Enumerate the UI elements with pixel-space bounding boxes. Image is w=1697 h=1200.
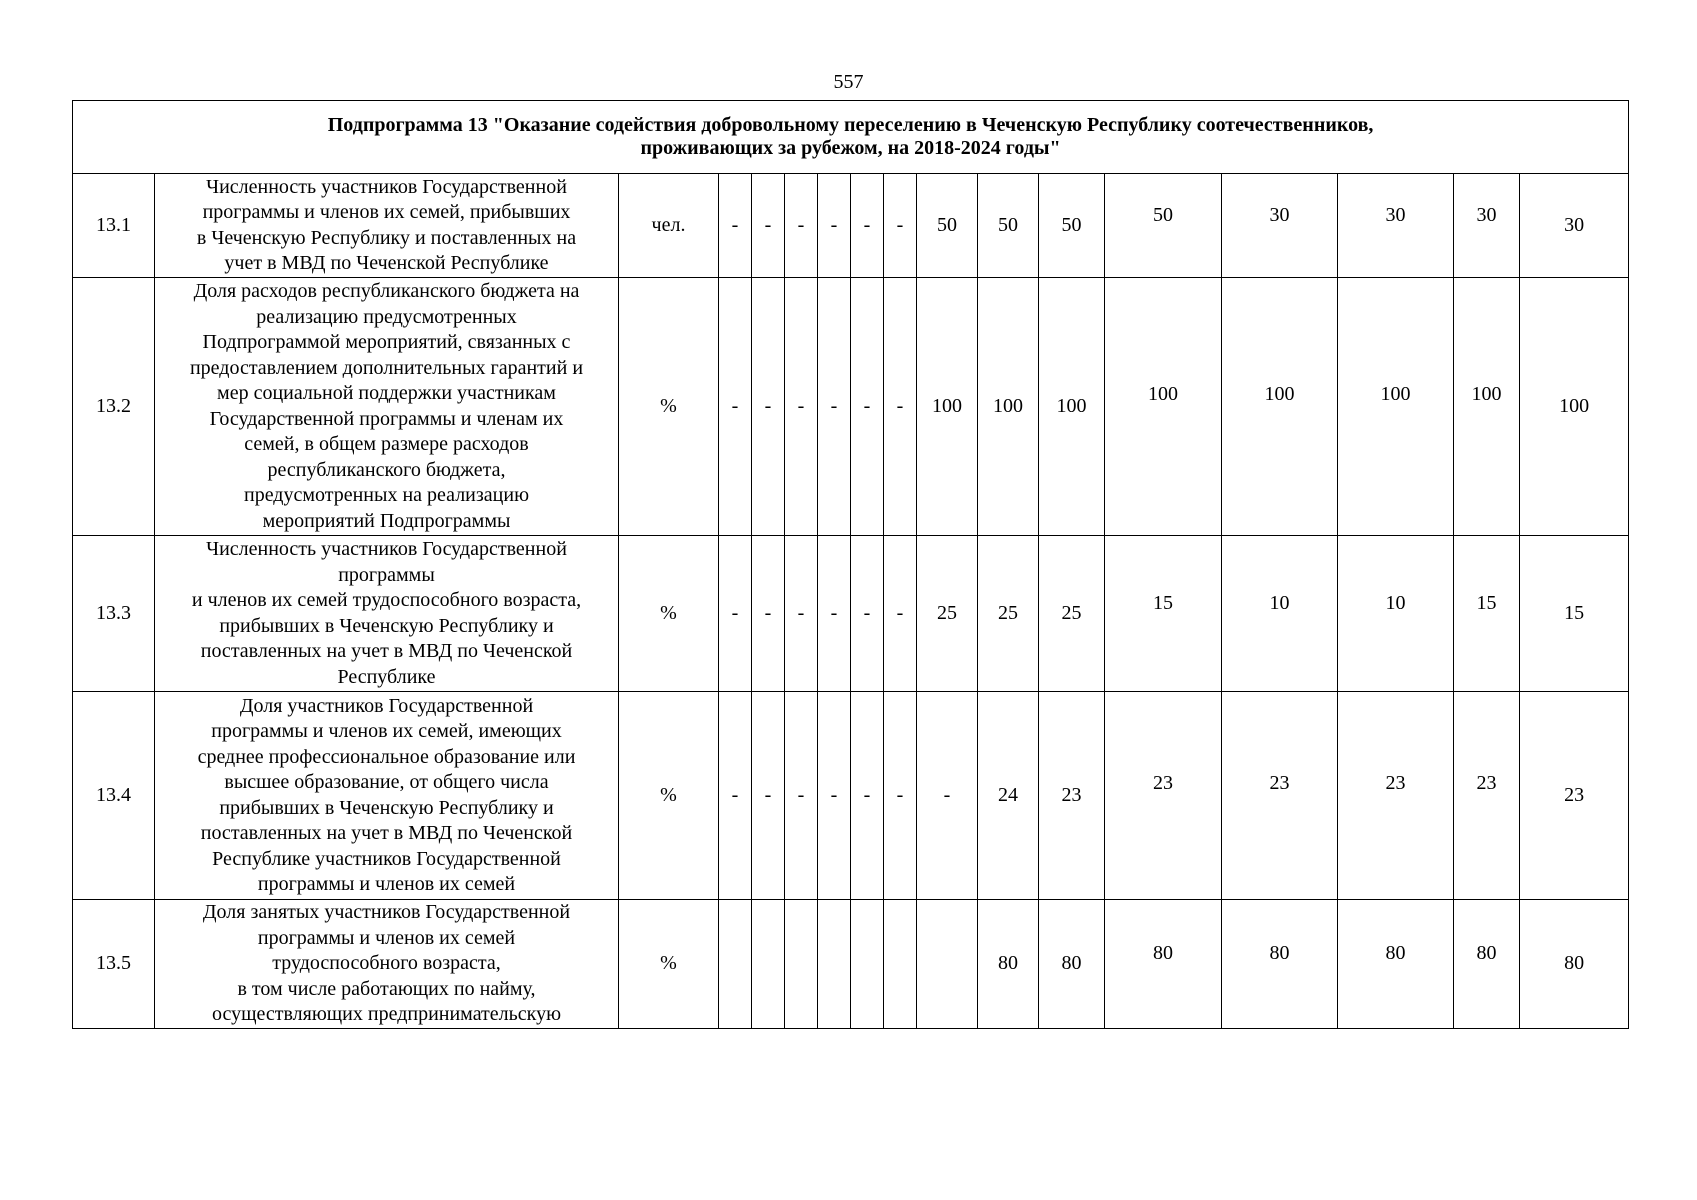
- value-cell: 25: [917, 536, 978, 692]
- indicator-name-line: программы и членов их семей: [257, 926, 516, 949]
- value-cell: -: [785, 692, 818, 900]
- value-cell: -: [752, 174, 785, 278]
- value-cell: 80: [1105, 900, 1222, 1029]
- target-value: 30: [1520, 174, 1629, 278]
- unit-cell: %: [619, 278, 719, 536]
- value-cell: 80: [1039, 900, 1105, 1029]
- target-value: 80: [1520, 900, 1629, 1029]
- value-cell: 50: [1039, 174, 1105, 278]
- value-cell: -: [719, 692, 752, 900]
- value-cell: -: [719, 278, 752, 536]
- indicator-name-line: Численность участников Государственной: [206, 175, 567, 198]
- value-cell: 100: [1338, 278, 1454, 536]
- value-cell: 100: [978, 278, 1039, 536]
- value-cell: -: [818, 536, 851, 692]
- value-cell: -: [818, 278, 851, 536]
- indicator-name-line: программы: [338, 563, 435, 586]
- indicator-name-line: Республике: [337, 665, 436, 688]
- value-cell: [785, 900, 818, 1029]
- value-cell: 50: [978, 174, 1039, 278]
- indicator-row: [73, 174, 1629, 278]
- indicator-name-line: мер социальной поддержки участникам: [217, 382, 556, 404]
- value-cell: 10: [1338, 536, 1454, 692]
- indicator-name-line: и членов их семей трудоспособного возраста,: [191, 589, 582, 611]
- indicator-name-line: поставленных на учет в МВД по Чеченской: [200, 822, 573, 844]
- value-cell: 30: [1454, 174, 1520, 278]
- value-cell: -: [884, 174, 917, 278]
- target-value: 100: [1520, 278, 1629, 536]
- unit-cell: чел.: [619, 174, 719, 278]
- indicator-name-line: осуществляющих предпринимательскую: [211, 1003, 562, 1026]
- value-cell: 80: [1338, 900, 1454, 1029]
- value-cell: -: [851, 278, 884, 536]
- indicator-name-line: мероприятий Подпрограммы: [262, 509, 511, 532]
- subprogram-title-line: Подпрограмма 13 "Оказание содействия добровольному переселению в Чеченскую Республику соотечественников,: [327, 114, 1374, 136]
- indicator-name-line: семей, в общем размере расходов: [244, 433, 529, 455]
- row-number: 13.4: [73, 692, 155, 900]
- value-cell: -: [851, 174, 884, 278]
- indicator-name-line: Подпрограммой мероприятий, связанных с: [202, 331, 571, 353]
- indicator-name-line: Республике участников Государственной: [212, 847, 561, 870]
- value-cell: -: [719, 174, 752, 278]
- value-cell: 100: [1222, 278, 1338, 536]
- target-value: 23: [1520, 692, 1629, 900]
- indicator-name-line: Численность участников Государственной: [206, 538, 567, 560]
- indicator-name-line: прибывших в Чеченскую Республику и: [219, 614, 554, 637]
- value-cell: -: [785, 174, 818, 278]
- subprogram-title-row: [73, 101, 1629, 174]
- value-cell: 100: [1039, 278, 1105, 536]
- subprogram-title: [73, 101, 1629, 174]
- value-cell: -: [752, 692, 785, 900]
- value-cell: 24: [978, 692, 1039, 900]
- indicator-name: [155, 536, 619, 692]
- indicator-name-line: в том числе работающих по найму,: [237, 977, 536, 1000]
- indicator-name-line: республиканского бюджета,: [267, 458, 506, 481]
- indicator-name-line: поставленных на учет в МВД по Чеченской: [200, 640, 573, 662]
- value-cell: -: [719, 536, 752, 692]
- indicator-name-line: предусмотренных на реализацию: [243, 484, 530, 506]
- value-cell: 15: [1105, 536, 1222, 692]
- indicator-row: [73, 536, 1629, 692]
- value-cell: -: [851, 536, 884, 692]
- value-cell: 23: [1338, 692, 1454, 900]
- indicator-row: [73, 900, 1629, 1029]
- value-cell: 80: [1222, 900, 1338, 1029]
- indicator-name: [155, 278, 619, 536]
- value-cell: 30: [1338, 174, 1454, 278]
- value-cell: -: [818, 174, 851, 278]
- value-cell: 100: [1454, 278, 1520, 536]
- row-number: 13.3: [73, 536, 155, 692]
- value-cell: 80: [1454, 900, 1520, 1029]
- value-cell: -: [752, 278, 785, 536]
- value-cell: 80: [978, 900, 1039, 1029]
- subprogram-title-line: проживающих за рубежом, на 2018-2024 годы": [640, 137, 1061, 159]
- value-cell: -: [818, 692, 851, 900]
- value-cell: 23: [1105, 692, 1222, 900]
- indicator-name-line: учет в МВД по Чеченской Республике: [224, 252, 549, 274]
- indicator-name-line: высшее образование, от общего числа: [224, 771, 549, 793]
- target-value: 15: [1520, 536, 1629, 692]
- value-cell: 23: [1454, 692, 1520, 900]
- indicator-name: [155, 900, 619, 1029]
- value-cell: 25: [978, 536, 1039, 692]
- unit-cell: %: [619, 900, 719, 1029]
- indicator-name-line: трудоспособного возраста,: [272, 952, 501, 975]
- value-cell: -: [917, 692, 978, 900]
- value-cell: 10: [1222, 536, 1338, 692]
- unit-cell: %: [619, 692, 719, 900]
- value-cell: [884, 900, 917, 1029]
- indicator-row: [73, 692, 1629, 900]
- value-cell: 100: [917, 278, 978, 536]
- indicator-name-line: предоставлением дополнительных гарантий и: [189, 356, 584, 379]
- value-cell: 50: [917, 174, 978, 278]
- indicator-name: [155, 174, 619, 278]
- value-cell: 15: [1454, 536, 1520, 692]
- value-cell: [818, 900, 851, 1029]
- indicator-name-line: программы и членов их семей, прибывших: [202, 201, 571, 223]
- indicators-table: [72, 100, 1629, 1029]
- value-cell: [752, 900, 785, 1029]
- indicator-name-line: программы и членов их семей, имеющих: [211, 720, 562, 742]
- value-cell: -: [752, 536, 785, 692]
- value-cell: 23: [1039, 692, 1105, 900]
- indicator-name-line: программы и членов их семей: [257, 873, 516, 895]
- value-cell: -: [884, 692, 917, 900]
- value-cell: -: [851, 692, 884, 900]
- indicator-name-line: Доля занятых участников Государственной: [202, 901, 571, 924]
- value-cell: -: [884, 278, 917, 536]
- value-cell: -: [884, 536, 917, 692]
- indicator-name-line: Доля расходов республиканского бюджета на: [193, 280, 580, 302]
- value-cell: 25: [1039, 536, 1105, 692]
- indicator-name-line: Государственной программы и членам их: [209, 407, 564, 430]
- value-cell: 100: [1105, 278, 1222, 536]
- row-number: 13.2: [73, 278, 155, 536]
- indicator-name-line: реализацию предусмотренных: [256, 305, 517, 328]
- value-cell: [851, 900, 884, 1029]
- row-number: 13.1: [73, 174, 155, 278]
- indicator-name-line: Доля участников Государственной: [239, 694, 534, 717]
- page-number: 557: [833, 71, 864, 93]
- row-number: 13.5: [73, 900, 155, 1029]
- indicator-name-line: в Чеченскую Республику и поставленных на: [196, 226, 577, 249]
- value-cell: [719, 900, 752, 1029]
- value-cell: -: [785, 536, 818, 692]
- indicator-name-line: среднее профессиональное образование или: [197, 745, 576, 768]
- value-cell: [917, 900, 978, 1029]
- indicator-row: [73, 278, 1629, 536]
- value-cell: 50: [1105, 174, 1222, 278]
- unit-cell: %: [619, 536, 719, 692]
- indicator-name: [155, 692, 619, 900]
- value-cell: 30: [1222, 174, 1338, 278]
- value-cell: -: [785, 278, 818, 536]
- value-cell: 23: [1222, 692, 1338, 900]
- indicator-name-line: прибывших в Чеченскую Республику и: [219, 796, 554, 819]
